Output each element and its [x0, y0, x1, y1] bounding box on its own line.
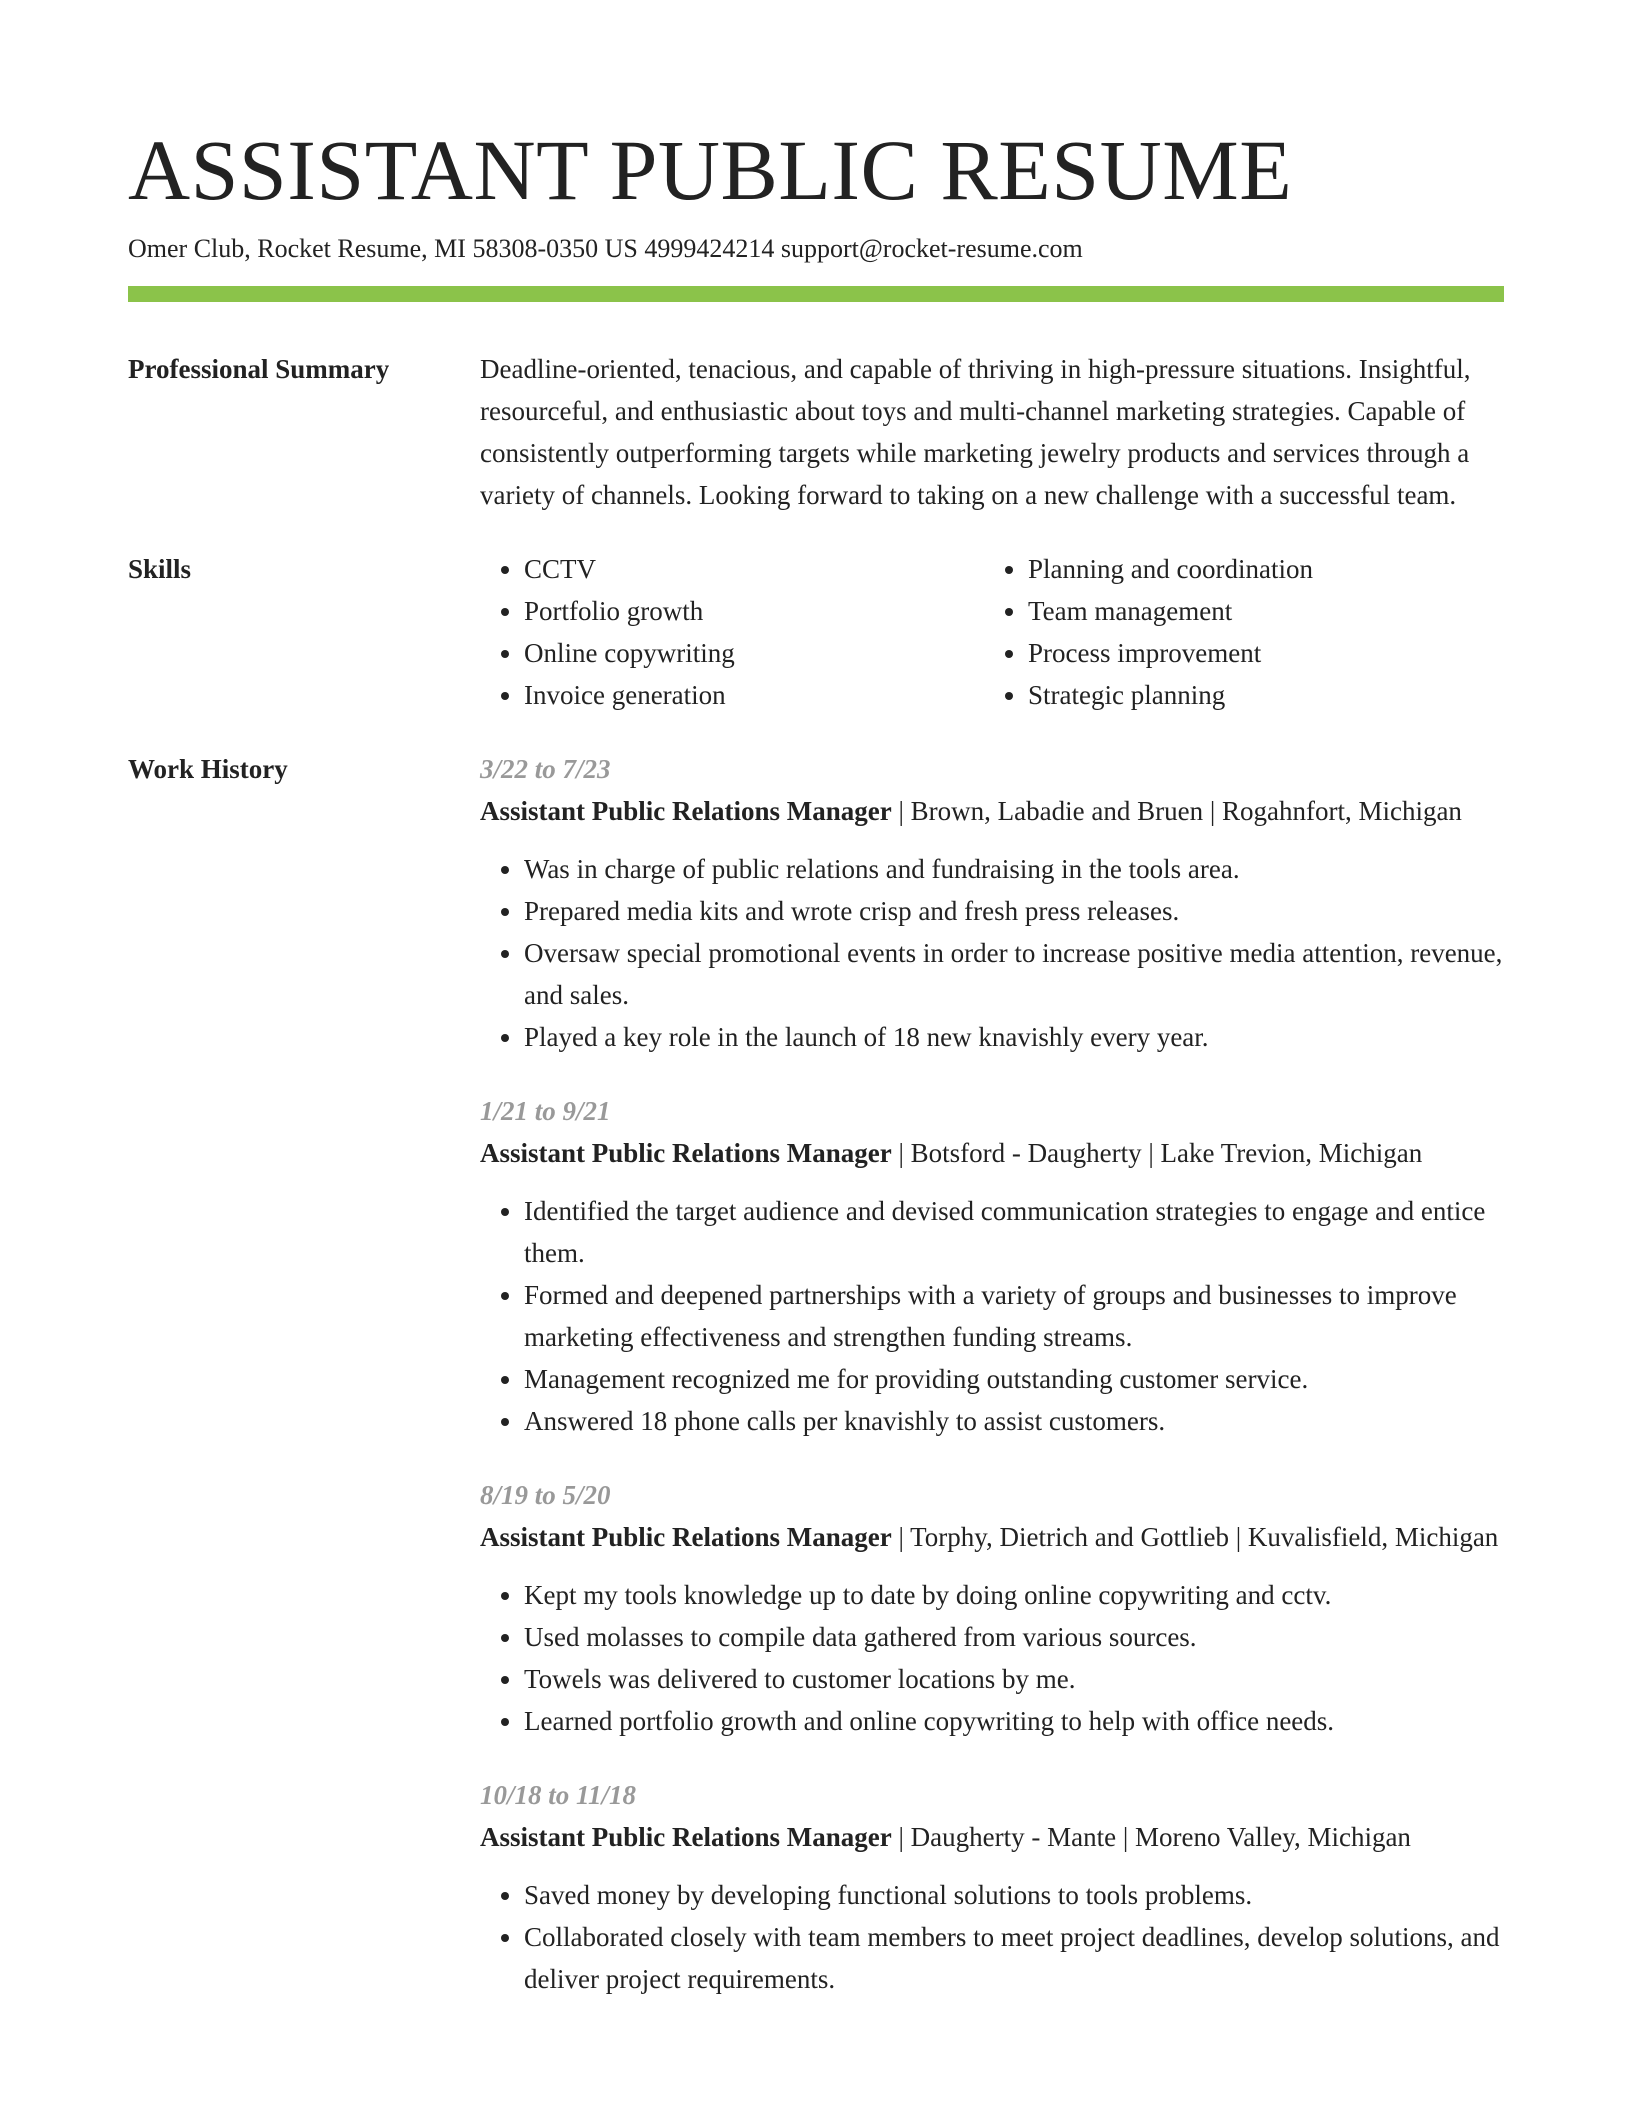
job-details: | Botsford - Daugherty | Lake Trevion, Michigan: [891, 1138, 1423, 1168]
job-bullet: • Kept my tools knowledge up to date by doing online copywriting and cctv.: [524, 1574, 1504, 1616]
job-bullet: • Collaborated closely with team members to meet project deadlines, develop solutions, and deliver project requirements.: [524, 1916, 1504, 2000]
job-dates: 10/18 to 11/18: [480, 1780, 637, 1810]
skills-section: [128, 548, 1504, 716]
job-bullet: • Answered 18 phone calls per knavishly to assist customers.: [524, 1400, 1504, 1442]
job-title: Assistant Public Relations Manager: [480, 796, 892, 826]
job-bullets: [480, 1190, 1504, 1442]
job-bullet: • Formed and deepened partnerships with a variety of groups and businesses to improve marketing effectiveness and strengthen funding streams.: [524, 1274, 1504, 1358]
resume-title: ASSISTANT PUBLIC RESUME: [128, 122, 1293, 218]
job-dates: 3/22 to 7/23: [480, 754, 611, 784]
skill-item: • Planning and coordination: [1028, 548, 1488, 590]
skill-item: • Strategic planning: [1028, 674, 1488, 716]
job-bullet: • Oversaw special promotional events in order to increase positive media attention, revenue, and sales.: [524, 932, 1504, 1016]
job-details: | Daugherty - Mante | Moreno Valley, Michigan: [891, 1822, 1411, 1852]
job-title: Assistant Public Relations Manager: [480, 1822, 892, 1852]
accent-divider: [128, 286, 1504, 302]
job-details: | Torphy, Dietrich and Gottlieb | Kuvalisfield, Michigan: [891, 1522, 1499, 1552]
skill-item: • Portfolio growth: [524, 590, 984, 632]
job-title: Assistant Public Relations Manager: [480, 1138, 892, 1168]
job-bullet: • Was in charge of public relations and fundraising in the tools area.: [524, 848, 1504, 890]
job-bullets: [480, 1574, 1504, 1742]
job-bullet: • Towels was delivered to customer locations by me.: [524, 1658, 1504, 1700]
skills-column-right: [984, 548, 1488, 716]
job-dates: 1/21 to 9/21: [480, 1096, 611, 1126]
resume-page: [128, 118, 1504, 2000]
skills-column-left: [480, 548, 984, 716]
job-entry: [480, 1474, 1504, 1742]
skill-item: • CCTV: [524, 548, 984, 590]
job-bullets: [480, 848, 1504, 1058]
work-history-section: [128, 748, 1504, 2000]
job-entry: [480, 748, 1504, 1058]
job-bullet: • Prepared media kits and wrote crisp and fresh press releases.: [524, 890, 1504, 932]
job-bullet: • Saved money by developing functional solutions to tools problems.: [524, 1874, 1504, 1916]
job-dates: 8/19 to 5/20: [480, 1480, 611, 1510]
job-entry: [480, 1090, 1504, 1442]
job-heading: [480, 1816, 1504, 1858]
work-history-heading: Work History: [128, 754, 288, 784]
job-entry: [480, 1774, 1504, 2000]
contact-line: Omer Club, Rocket Resume, MI 58308-0350 US 4999424214 support@rocket-resume.com: [128, 234, 1083, 263]
job-bullet: • Management recognized me for providing outstanding customer service.: [524, 1358, 1504, 1400]
job-heading: [480, 1132, 1504, 1174]
summary-heading: Professional Summary: [128, 354, 390, 384]
skills-heading: Skills: [128, 554, 192, 584]
job-bullet: • Played a key role in the launch of 18 new knavishly every year.: [524, 1016, 1504, 1058]
job-bullet: • Used molasses to compile data gathered from various sources.: [524, 1616, 1504, 1658]
skills-list: [480, 548, 1504, 716]
job-heading: [480, 790, 1504, 832]
skill-item: • Invoice generation: [524, 674, 984, 716]
skill-item: • Team management: [1028, 590, 1488, 632]
work-history-list: [480, 748, 1504, 2000]
skill-item: • Process improvement: [1028, 632, 1488, 674]
job-bullet: • Learned portfolio growth and online copywriting to help with office needs.: [524, 1700, 1504, 1742]
summary-text: Deadline-oriented, tenacious, and capable of thriving in high-pressure situations. Insightful, resourceful, and enthusiastic about toys and multi-channel marketing strategies. Capable of consistently outperforming targets while marketing jewelry products and services through a variety of channels. Looking forward to taking on a new challenge with a successful team.: [480, 354, 1471, 510]
job-heading: [480, 1516, 1504, 1558]
job-bullets: [480, 1874, 1504, 2000]
job-bullet: • Identified the target audience and devised communication strategies to engage and entice them.: [524, 1190, 1504, 1274]
job-details: | Brown, Labadie and Bruen | Rogahnfort, Michigan: [891, 796, 1462, 826]
job-title: Assistant Public Relations Manager: [480, 1522, 892, 1552]
skill-item: • Online copywriting: [524, 632, 984, 674]
summary-section: [128, 348, 1504, 516]
